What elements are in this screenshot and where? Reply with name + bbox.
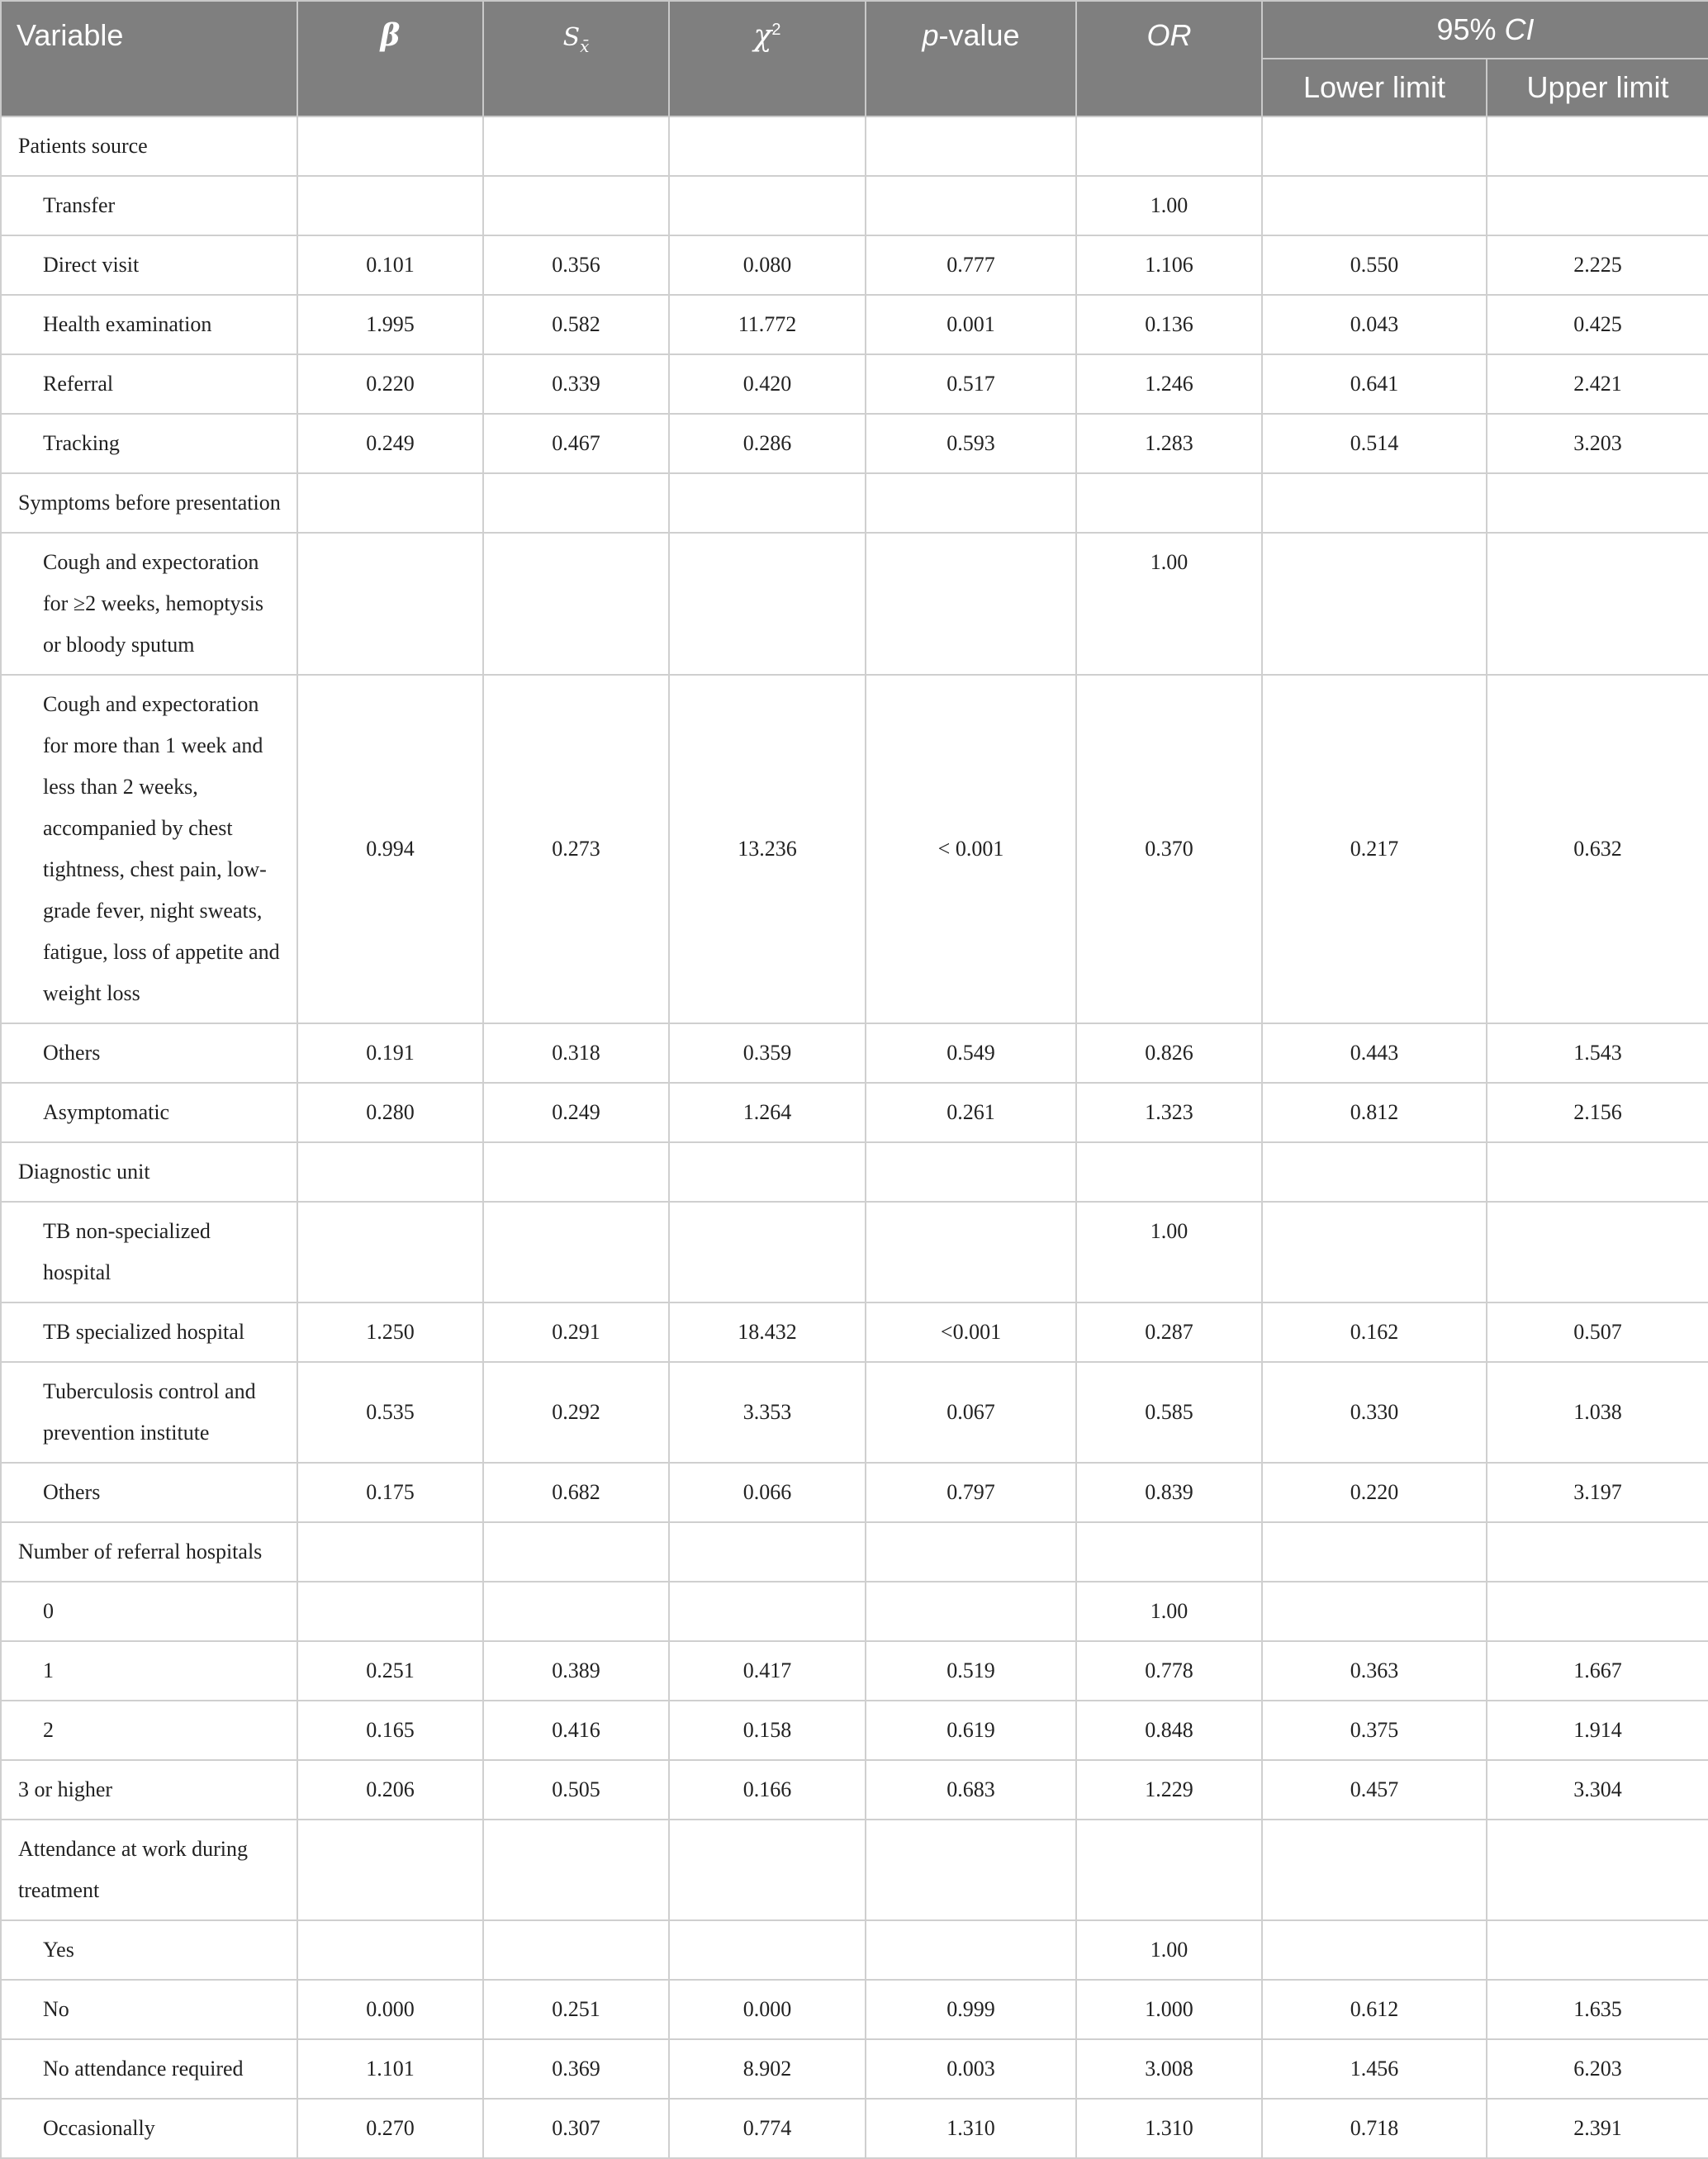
upper-limit-cell: 2.391 — [1487, 2099, 1708, 2158]
variable-cell: 2 — [1, 1701, 297, 1760]
header-chi-square: $\chi^2$ — [669, 1, 866, 116]
beta-cell: 0.191 — [297, 1023, 483, 1083]
header-or: OR — [1076, 1, 1262, 116]
variable-cell: 1 — [1, 1641, 297, 1701]
or-cell: 0.826 — [1076, 1023, 1262, 1083]
variable-cell: Cough and expectoration for more than 1 week and less than 2 weeks, accompanied by chest tightness, chest pain, low-grade fever, night sweats, fatigue, loss of appetite and weight loss — [1, 675, 297, 1023]
table-row — [1, 1980, 1708, 2039]
header-ci: 95% CI — [1262, 1, 1708, 59]
se-cell — [483, 116, 669, 176]
upper-limit-cell — [1487, 116, 1708, 176]
beta-cell: 0.994 — [297, 675, 483, 1023]
beta-cell — [297, 1522, 483, 1582]
variable-cell: Attendance at work during treatment — [1, 1820, 297, 1920]
category-row — [1, 1522, 1708, 1582]
upper-limit-cell: 2.225 — [1487, 235, 1708, 295]
or-cell — [1076, 1142, 1262, 1202]
beta-cell — [297, 1920, 483, 1980]
or-cell: 0.370 — [1076, 675, 1262, 1023]
variable-cell: Tuberculosis control and prevention institute — [1, 1362, 297, 1463]
or-cell: 1.310 — [1076, 2099, 1262, 2158]
upper-limit-cell — [1487, 176, 1708, 235]
se-cell — [483, 1202, 669, 1303]
chi-square-cell: 8.902 — [669, 2039, 866, 2099]
chi-square-cell: 18.432 — [669, 1303, 866, 1362]
p-value-cell: 0.261 — [866, 1083, 1076, 1142]
se-cell — [483, 1920, 669, 1980]
se-cell: 0.467 — [483, 414, 669, 473]
lower-limit-cell — [1262, 473, 1487, 533]
se-cell — [483, 1142, 669, 1202]
lower-limit-cell — [1262, 1820, 1487, 1920]
table-row — [1, 675, 1708, 1023]
upper-limit-cell: 1.543 — [1487, 1023, 1708, 1083]
header-upper-limit: Upper limit — [1487, 59, 1708, 116]
p-value-cell: 0.067 — [866, 1362, 1076, 1463]
lower-limit-cell — [1262, 1920, 1487, 1980]
chi-square-cell: 0.066 — [669, 1463, 866, 1522]
se-cell: 0.339 — [483, 354, 669, 414]
upper-limit-cell: 0.425 — [1487, 295, 1708, 354]
chi-square-cell: 0.359 — [669, 1023, 866, 1083]
category-row — [1, 116, 1708, 176]
or-cell: 1.246 — [1076, 354, 1262, 414]
or-cell: 1.000 — [1076, 1980, 1262, 2039]
p-value-cell: 0.001 — [866, 295, 1076, 354]
lower-limit-cell — [1262, 176, 1487, 235]
beta-cell — [297, 1582, 483, 1641]
or-cell: 0.287 — [1076, 1303, 1262, 1362]
table-row — [1, 2099, 1708, 2158]
lower-limit-cell: 0.043 — [1262, 295, 1487, 354]
lower-limit-cell — [1262, 1582, 1487, 1641]
upper-limit-cell: 2.156 — [1487, 1083, 1708, 1142]
upper-limit-cell — [1487, 533, 1708, 675]
or-cell: 0.848 — [1076, 1701, 1262, 1760]
p-value-cell — [866, 533, 1076, 675]
table-row — [1, 1083, 1708, 1142]
p-value-cell — [866, 1142, 1076, 1202]
p-value-cell — [866, 176, 1076, 235]
beta-cell: 0.270 — [297, 2099, 483, 2158]
category-row — [1, 1760, 1708, 1820]
upper-limit-cell: 3.304 — [1487, 1760, 1708, 1820]
table-row — [1, 1920, 1708, 1980]
chi-square-cell: 0.286 — [669, 414, 866, 473]
beta-cell: 0.175 — [297, 1463, 483, 1522]
p-value-cell — [866, 1202, 1076, 1303]
se-cell: 0.389 — [483, 1641, 669, 1701]
chi-square-cell: 13.236 — [669, 675, 866, 1023]
beta-cell: 0.165 — [297, 1701, 483, 1760]
or-cell: 0.778 — [1076, 1641, 1262, 1701]
beta-cell: 0.220 — [297, 354, 483, 414]
p-value-cell: 1.310 — [866, 2099, 1076, 2158]
upper-limit-cell: 1.038 — [1487, 1362, 1708, 1463]
se-cell: 0.505 — [483, 1760, 669, 1820]
beta-cell: 0.101 — [297, 235, 483, 295]
chi-square-cell: 0.158 — [669, 1701, 866, 1760]
table-row — [1, 414, 1708, 473]
variable-cell: Occasionally — [1, 2099, 297, 2158]
table-row — [1, 1463, 1708, 1522]
lower-limit-cell: 0.457 — [1262, 1760, 1487, 1820]
beta-cell — [297, 116, 483, 176]
variable-cell: TB non-specialized hospital — [1, 1202, 297, 1303]
p-value-cell: 0.519 — [866, 1641, 1076, 1701]
upper-limit-cell: 0.507 — [1487, 1303, 1708, 1362]
beta-cell: 1.995 — [297, 295, 483, 354]
se-cell: 0.273 — [483, 675, 669, 1023]
p-value-cell: <0.001 — [866, 1303, 1076, 1362]
beta-cell: 1.101 — [297, 2039, 483, 2099]
se-cell — [483, 176, 669, 235]
beta-cell: 0.000 — [297, 1980, 483, 2039]
or-cell: 3.008 — [1076, 2039, 1262, 2099]
variable-cell: No attendance required — [1, 2039, 297, 2099]
chi-square-cell — [669, 533, 866, 675]
chi-square-cell — [669, 1582, 866, 1641]
p-value-cell: 0.683 — [866, 1760, 1076, 1820]
variable-cell: Referral — [1, 354, 297, 414]
table-body — [1, 116, 1708, 2158]
lower-limit-cell: 0.550 — [1262, 235, 1487, 295]
upper-limit-cell — [1487, 1142, 1708, 1202]
table-row — [1, 1202, 1708, 1303]
p-value-cell — [866, 1522, 1076, 1582]
lower-limit-cell: 0.718 — [1262, 2099, 1487, 2158]
variable-cell: 3 or higher — [1, 1760, 297, 1820]
p-value-cell: 0.593 — [866, 414, 1076, 473]
beta-cell: 1.250 — [297, 1303, 483, 1362]
or-cell: 1.283 — [1076, 414, 1262, 473]
or-cell: 1.00 — [1076, 533, 1262, 675]
table-row — [1, 176, 1708, 235]
se-cell: 0.682 — [483, 1463, 669, 1522]
or-cell — [1076, 1820, 1262, 1920]
lower-limit-cell: 0.514 — [1262, 414, 1487, 473]
beta-cell — [297, 473, 483, 533]
header-variable: Variable — [1, 1, 297, 116]
or-cell: 0.136 — [1076, 295, 1262, 354]
or-cell — [1076, 116, 1262, 176]
chi-square-cell — [669, 116, 866, 176]
beta-cell: 0.280 — [297, 1083, 483, 1142]
variable-cell: Direct visit — [1, 235, 297, 295]
or-cell — [1076, 473, 1262, 533]
se-cell — [483, 533, 669, 675]
table-row — [1, 354, 1708, 414]
beta-cell — [297, 533, 483, 675]
chi-square-cell — [669, 1202, 866, 1303]
lower-limit-cell: 0.812 — [1262, 1083, 1487, 1142]
or-cell — [1076, 1522, 1262, 1582]
or-cell: 1.323 — [1076, 1083, 1262, 1142]
p-value-cell — [866, 473, 1076, 533]
chi-square-cell: 0.080 — [669, 235, 866, 295]
variable-cell: Cough and expectoration for ≥2 weeks, hemoptysis or bloody sputum — [1, 533, 297, 675]
lower-limit-cell: 0.375 — [1262, 1701, 1487, 1760]
upper-limit-cell: 6.203 — [1487, 2039, 1708, 2099]
se-cell: 0.307 — [483, 2099, 669, 2158]
variable-cell: Others — [1, 1463, 297, 1522]
upper-limit-cell: 1.667 — [1487, 1641, 1708, 1701]
chi-square-cell — [669, 176, 866, 235]
chi-square-cell: 3.353 — [669, 1362, 866, 1463]
se-cell: 0.356 — [483, 235, 669, 295]
lower-limit-cell: 0.162 — [1262, 1303, 1487, 1362]
lower-limit-cell — [1262, 1142, 1487, 1202]
lower-limit-cell — [1262, 533, 1487, 675]
p-value-cell — [866, 116, 1076, 176]
se-cell: 0.369 — [483, 2039, 669, 2099]
se-cell: 0.318 — [483, 1023, 669, 1083]
chi-square-cell: 0.000 — [669, 1980, 866, 2039]
table-row — [1, 295, 1708, 354]
category-row — [1, 473, 1708, 533]
se-cell: 0.416 — [483, 1701, 669, 1760]
p-value-cell: 0.777 — [866, 235, 1076, 295]
chi-square-cell — [669, 1820, 866, 1920]
upper-limit-cell — [1487, 473, 1708, 533]
lower-limit-cell: 0.641 — [1262, 354, 1487, 414]
or-cell: 0.839 — [1076, 1463, 1262, 1522]
p-value-cell: 0.797 — [866, 1463, 1076, 1522]
variable-cell: No — [1, 1980, 297, 2039]
variable-cell: 0 — [1, 1582, 297, 1641]
upper-limit-cell: 1.914 — [1487, 1701, 1708, 1760]
beta-cell — [297, 1820, 483, 1920]
beta-cell: 0.249 — [297, 414, 483, 473]
beta-cell — [297, 1202, 483, 1303]
table-row — [1, 1582, 1708, 1641]
or-cell: 1.00 — [1076, 1582, 1262, 1641]
p-value-cell: 0.517 — [866, 354, 1076, 414]
chi-square-cell: 11.772 — [669, 295, 866, 354]
variable-cell: Yes — [1, 1920, 297, 1980]
chi-square-cell: 1.264 — [669, 1083, 866, 1142]
table-row — [1, 1362, 1708, 1463]
chi-square-cell — [669, 1522, 866, 1582]
p-value-cell: 0.999 — [866, 1980, 1076, 2039]
table-header — [1, 1, 1708, 116]
or-cell: 1.00 — [1076, 1920, 1262, 1980]
table-row — [1, 2039, 1708, 2099]
category-row — [1, 1820, 1708, 1920]
lower-limit-cell: 0.330 — [1262, 1362, 1487, 1463]
lower-limit-cell: 0.443 — [1262, 1023, 1487, 1083]
lower-limit-cell: 0.363 — [1262, 1641, 1487, 1701]
chi-square-cell: 0.166 — [669, 1760, 866, 1820]
se-cell: 0.582 — [483, 295, 669, 354]
header-beta: β — [297, 1, 483, 116]
upper-limit-cell — [1487, 1820, 1708, 1920]
se-cell — [483, 1522, 669, 1582]
se-cell — [483, 1820, 669, 1920]
chi-square-cell — [669, 1920, 866, 1980]
table-row — [1, 235, 1708, 295]
or-cell: 0.585 — [1076, 1362, 1262, 1463]
se-cell — [483, 473, 669, 533]
upper-limit-cell: 1.635 — [1487, 1980, 1708, 2039]
variable-cell: Number of referral hospitals — [1, 1522, 297, 1582]
variable-cell: Others — [1, 1023, 297, 1083]
upper-limit-cell — [1487, 1920, 1708, 1980]
variable-cell: Tracking — [1, 414, 297, 473]
upper-limit-cell — [1487, 1582, 1708, 1641]
se-cell: 0.292 — [483, 1362, 669, 1463]
or-cell: 1.00 — [1076, 1202, 1262, 1303]
se-cell: 0.291 — [483, 1303, 669, 1362]
lower-limit-cell: 0.220 — [1262, 1463, 1487, 1522]
p-value-cell: 0.003 — [866, 2039, 1076, 2099]
variable-cell: Diagnostic unit — [1, 1142, 297, 1202]
variable-cell: TB specialized hospital — [1, 1303, 297, 1362]
lower-limit-cell — [1262, 116, 1487, 176]
lower-limit-cell — [1262, 1202, 1487, 1303]
beta-cell: 0.206 — [297, 1760, 483, 1820]
table-row — [1, 1023, 1708, 1083]
upper-limit-cell — [1487, 1522, 1708, 1582]
table-row — [1, 1701, 1708, 1760]
header-p-value: p-value — [866, 1, 1076, 116]
p-value-cell — [866, 1582, 1076, 1641]
header-lower-limit: Lower limit — [1262, 59, 1487, 116]
p-value-cell: 0.549 — [866, 1023, 1076, 1083]
se-cell — [483, 1582, 669, 1641]
chi-square-cell: 0.420 — [669, 354, 866, 414]
se-cell: 0.249 — [483, 1083, 669, 1142]
beta-cell — [297, 1142, 483, 1202]
variable-cell: Asymptomatic — [1, 1083, 297, 1142]
table-row — [1, 1303, 1708, 1362]
upper-limit-cell: 0.632 — [1487, 675, 1708, 1023]
variable-cell: Health examination — [1, 295, 297, 354]
beta-cell: 0.251 — [297, 1641, 483, 1701]
p-value-cell — [866, 1820, 1076, 1920]
upper-limit-cell: 3.197 — [1487, 1463, 1708, 1522]
beta-cell — [297, 176, 483, 235]
se-cell: 0.251 — [483, 1980, 669, 2039]
category-row — [1, 1142, 1708, 1202]
upper-limit-cell: 3.203 — [1487, 414, 1708, 473]
or-cell: 1.00 — [1076, 176, 1262, 235]
header-standard-error: $S_{x̄}$ — [483, 1, 669, 116]
upper-limit-cell — [1487, 1202, 1708, 1303]
table-row — [1, 1641, 1708, 1701]
or-cell: 1.229 — [1076, 1760, 1262, 1820]
lower-limit-cell: 0.217 — [1262, 675, 1487, 1023]
variable-cell: Symptoms before presentation — [1, 473, 297, 533]
p-value-cell: < 0.001 — [866, 675, 1076, 1023]
lower-limit-cell: 1.456 — [1262, 2039, 1487, 2099]
table-row — [1, 533, 1708, 675]
chi-square-cell — [669, 473, 866, 533]
lower-limit-cell: 0.612 — [1262, 1980, 1487, 2039]
lower-limit-cell — [1262, 1522, 1487, 1582]
variable-cell: Patients source — [1, 116, 297, 176]
p-value-cell: 0.619 — [866, 1701, 1076, 1760]
upper-limit-cell: 2.421 — [1487, 354, 1708, 414]
beta-cell: 0.535 — [297, 1362, 483, 1463]
chi-square-cell: 0.417 — [669, 1641, 866, 1701]
p-value-cell — [866, 1920, 1076, 1980]
chi-square-cell: 0.774 — [669, 2099, 866, 2158]
or-cell: 1.106 — [1076, 235, 1262, 295]
variable-cell: Transfer — [1, 176, 297, 235]
chi-square-cell — [669, 1142, 866, 1202]
